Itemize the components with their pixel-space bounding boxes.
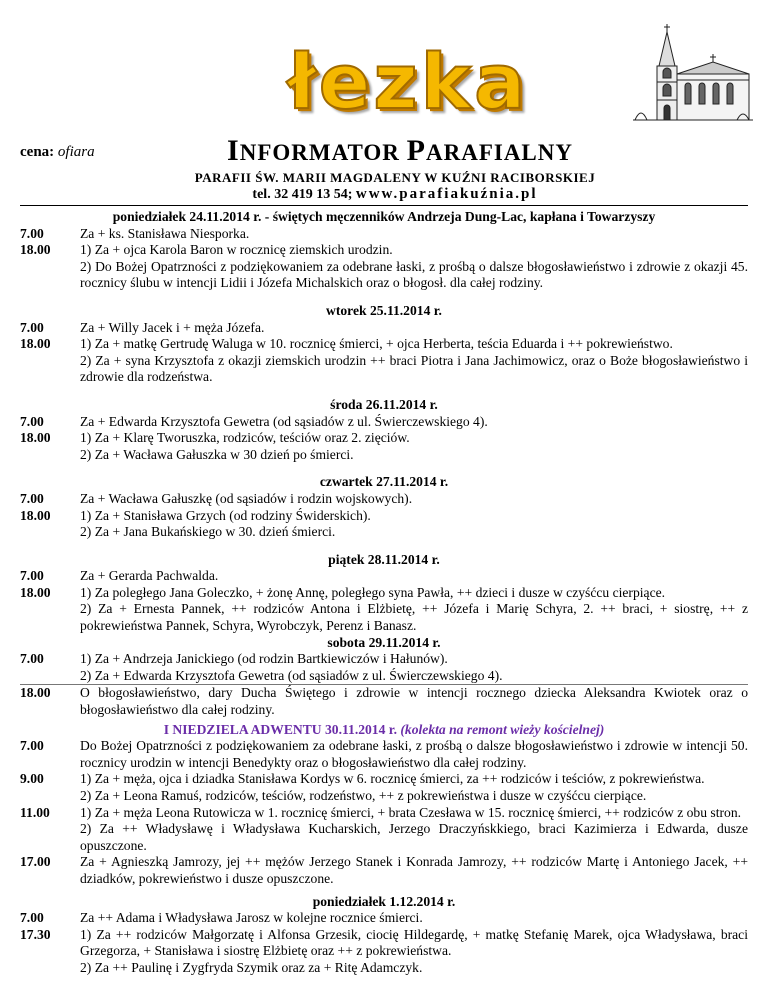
mass-intentions <box>80 585 748 635</box>
mass-intention: 1) Za + matkę Gertrudę Waluga w 10. rocznicę śmierci, + ojca Herberta, teścia Eduarda i ++ pokrewieństwo. <box>80 336 673 352</box>
mass-entry <box>20 910 748 927</box>
mass-intention: Za + Gerarda Pachwalda. <box>80 568 219 584</box>
mass-intentions <box>80 226 748 243</box>
mass-intentions <box>80 738 748 771</box>
mass-intentions <box>80 927 748 977</box>
mass-time: 7.00 <box>20 568 44 584</box>
mass-intention: 1) Za + Andrzeja Janickiego (od rodzin Bartkiewiczów i Hałunów). <box>80 651 448 667</box>
mass-intention: 2) Za + Wacława Gałuszka w 30 dzień po śmierci. <box>80 446 354 462</box>
day-heading <box>20 209 748 226</box>
mass-intention: 2) Do Bożej Opatrzności z podziękowaniem za odebrane łaski, z prośbą o dalsze błogosławieństwo i zdrowie z okazji 45. rocznicy ślubu w intencji Lidii i Józefa Michalskich oraz o błogosł. dla całej rodziny. <box>80 258 748 291</box>
mass-time: 18.00 <box>20 584 51 600</box>
mass-intention: 2) Za + Ernesta Pannek, ++ rodziców Antona i Elżbietę, ++ Józefa i Marię Schyra, 2. ++ braci, + siostrę, ++ z pokrewieństwa Pannek, Schyra, Wyrobczyk, Perenz i Banasz. <box>80 601 748 634</box>
mass-entry <box>20 651 748 684</box>
price-label-text: cena: <box>20 144 55 160</box>
mass-intention: 2) Za + Leona Ramuś, rodziców, teściów, rodzeństwo, ++ z pokrewieństwa i dusze w czyśćcu cierpiące. <box>80 788 647 803</box>
mass-intention: Za ++ Adama i Władysława Jarosz w kolejne rocznice śmierci. <box>80 910 423 926</box>
title-second-rest: ARAFIALNY <box>425 140 573 165</box>
mass-entry <box>20 336 748 386</box>
mass-entry <box>20 568 748 585</box>
mass-intentions <box>80 910 748 927</box>
mass-intentions <box>80 242 748 292</box>
mass-intentions <box>80 508 748 541</box>
mass-schedule <box>20 209 748 977</box>
contact-line <box>160 186 630 203</box>
mass-entry <box>20 684 748 718</box>
mass-intention: Za + Agnieszką Jamrozy, jej ++ mężów Jerzego Stanek i Konrada Jamrozy, ++ rodziców Martę i Antoniego Jacek, ++ dziadków, pokrewieństwo i dusze opuszczone. <box>80 854 748 886</box>
phone-number: tel. 32 419 13 54; <box>252 187 353 202</box>
mass-entry <box>20 242 748 292</box>
mass-entry <box>20 414 748 431</box>
mass-time: 18.00 <box>20 242 51 258</box>
mass-time: 7.00 <box>20 738 44 754</box>
mass-intention: 1) Za + męża Leona Rutowicza w 1. rocznicę śmierci, + brata Czesława w 15. rocznicę śmierci, ++ rodziców z obu stron. <box>80 804 742 820</box>
mass-intentions <box>80 771 748 804</box>
mass-intention: 1) Za + męża, ojca i dziadka Stanisława Kordys w 6. rocznicę śmierci, za ++ rodziców i teściów, z pokrewieństwa. <box>80 771 705 787</box>
title-first-initial: I <box>227 134 240 167</box>
mass-time: 18.00 <box>20 430 51 446</box>
day-heading <box>20 303 748 320</box>
mass-entry <box>20 738 748 771</box>
day-heading <box>20 552 748 569</box>
day-heading-text: I NIEDZIELA ADWENTU 30.11.2014 r. <box>163 721 397 737</box>
day-heading-text: piątek 28.11.2014 r. <box>328 551 440 567</box>
title-first-rest: NFORMATOR <box>239 140 400 165</box>
lezka-logo <box>258 36 558 128</box>
header-divider <box>20 205 748 206</box>
mass-intention: Za + Willy Jacek i + męża Józefa. <box>80 319 265 335</box>
mass-intention: Za + Wacława Gałuszkę (od sąsiadów i rodzin wojskowych). <box>80 490 413 506</box>
day-heading-text: sobota 29.11.2014 r. <box>327 634 441 650</box>
mass-intention: 2) Za ++ Władysławę i Władysława Kucharskich, Jerzego Draczyńskkiego, braci Kazimierza i Edwarda, dusze opuszczone. <box>80 821 748 853</box>
mass-time: 7.00 <box>20 910 44 926</box>
mass-entry <box>20 491 748 508</box>
mass-time: 7.00 <box>20 319 44 335</box>
mass-time: 18.00 <box>20 507 51 523</box>
website-link[interactable]: www.parafiakuźnia.pl <box>355 186 538 202</box>
mass-intention: 1) Za + Stanisława Grzych (od rodziny Świderskich). <box>80 507 371 523</box>
mass-intentions <box>80 685 748 718</box>
mass-intention: 1) Za poległego Jana Goleczko, + żonę Annę, poległego syna Pawła, ++ dzieci i dusze w czyśćcu cierpiące. <box>80 584 666 600</box>
mass-entry <box>20 585 748 635</box>
day-spacer <box>20 541 748 552</box>
mass-entry <box>20 320 748 337</box>
mass-intentions <box>80 854 748 887</box>
parish-name: PARAFII ŚW. MARII MAGDALENY W KUŹNI RACIBORSKIEJ <box>194 170 596 185</box>
day-heading-text: wtorek 25.11.2014 r. <box>326 302 442 318</box>
mass-entry <box>20 927 748 977</box>
mass-time: 17.00 <box>20 854 51 870</box>
collection-note: (kolekta na remont wieży kościelnej) <box>400 721 605 737</box>
bulletin-header <box>0 0 768 200</box>
day-spacer <box>20 292 748 303</box>
day-heading <box>20 474 748 491</box>
day-spacer <box>20 463 748 474</box>
mass-intention: 2) Za + Edwarda Krzysztofa Gewetra (od sąsiadów z ul. Świerczewskiego 4). <box>80 667 503 683</box>
day-heading-text: poniedziałek 1.12.2014 r. <box>312 893 456 909</box>
mass-intention: Do Bożej Opatrzności z podziękowaniem za odebrane łaski, z prośbą o dalsze błogosławieństwo i zdrowie w intencji 50. rocznicy urodzin w intencji Benedykty oraz o błogosławieństwo dla całej rodziny. <box>80 738 748 770</box>
mass-intention: 1) Za + ojca Karola Baron w rocznicę ziemskich urodzin. <box>80 242 393 258</box>
mass-intentions <box>80 568 748 585</box>
day-spacer <box>20 386 748 397</box>
mass-intentions <box>80 491 748 508</box>
day-heading <box>20 397 748 414</box>
mass-intention: 2) Za + Jana Bukańskiego w 30. dzień śmierci. <box>80 524 336 540</box>
day-heading <box>20 894 748 911</box>
mass-entry <box>20 226 748 243</box>
mass-time: 7.00 <box>20 490 44 506</box>
mass-intentions <box>80 651 748 684</box>
mass-intentions <box>80 320 748 337</box>
mass-entry <box>20 430 748 463</box>
mass-entry <box>20 771 748 804</box>
mass-intention: 1) Za + Klarę Tworuszka, rodziców, teściów oraz 2. zięciów. <box>80 430 410 446</box>
title-second-initial: P <box>406 134 426 167</box>
day-heading <box>20 635 748 652</box>
mass-entry <box>20 854 748 887</box>
mass-intention: 2) Za ++ Paulinę i Zygfryda Szymik oraz za + Ritę Adamczyk. <box>80 959 423 975</box>
mass-intentions <box>80 414 748 431</box>
mass-intentions <box>80 805 748 855</box>
mass-time: 7.00 <box>20 651 44 667</box>
price-label <box>20 144 95 161</box>
mass-intention: 1) Za ++ rodziców Małgorzatę i Alfonsa Grzesik, ciocię Hildegardę, + matkę Stefanię Marek, ojca Władysława, braci Grzegorza, + Stanisława i siostrę Elżbietę oraz ++ z pokrewieństwa. <box>80 926 748 959</box>
mass-intention: O błogosławieństwo, dary Ducha Świętego i zdrowie w intencji rocznego dziecka Aleksandra Kwiotek oraz o błogosławieństwo dla całej rodziny. <box>80 685 748 718</box>
mass-time: 7.00 <box>20 413 44 429</box>
bulletin-title <box>200 134 600 168</box>
mass-intentions <box>80 336 748 386</box>
day-heading <box>20 722 748 739</box>
day-heading-text: środa 26.11.2014 r. <box>330 396 438 412</box>
mass-intentions <box>80 430 748 463</box>
mass-time: 11.00 <box>20 804 50 820</box>
logo-text: łezka <box>287 37 529 126</box>
price-value: ofiara <box>57 144 95 160</box>
day-heading-text: czwartek 27.11.2014 r. <box>319 474 449 490</box>
mass-entry <box>20 805 748 855</box>
day-heading-text: poniedziałek 24.11.2014 r. - świętych męczenników Andrzeja Dung-Lac, kapłana i Towarzyszy <box>112 209 656 224</box>
mass-time: 17.30 <box>20 926 51 942</box>
church-icon <box>633 22 753 132</box>
mass-intention: 2) Za + syna Krzysztofa z okazji ziemskich urodzin ++ braci Piotra i Jana Jachimowicz, oraz o Boże błogosławieństwo i zdrowie dla rodzeństwa. <box>80 352 748 385</box>
mass-time: 18.00 <box>20 685 51 701</box>
mass-intention: Za + Edwarda Krzysztofa Gewetra (od sąsiadów z ul. Świerczewskiego 4). <box>80 413 488 429</box>
mass-entry <box>20 508 748 541</box>
mass-time: 9.00 <box>20 771 44 787</box>
mass-intention: Za + ks. Stanisława Niesporka. <box>80 225 250 241</box>
mass-time: 7.00 <box>20 225 44 241</box>
mass-time: 18.00 <box>20 336 51 352</box>
